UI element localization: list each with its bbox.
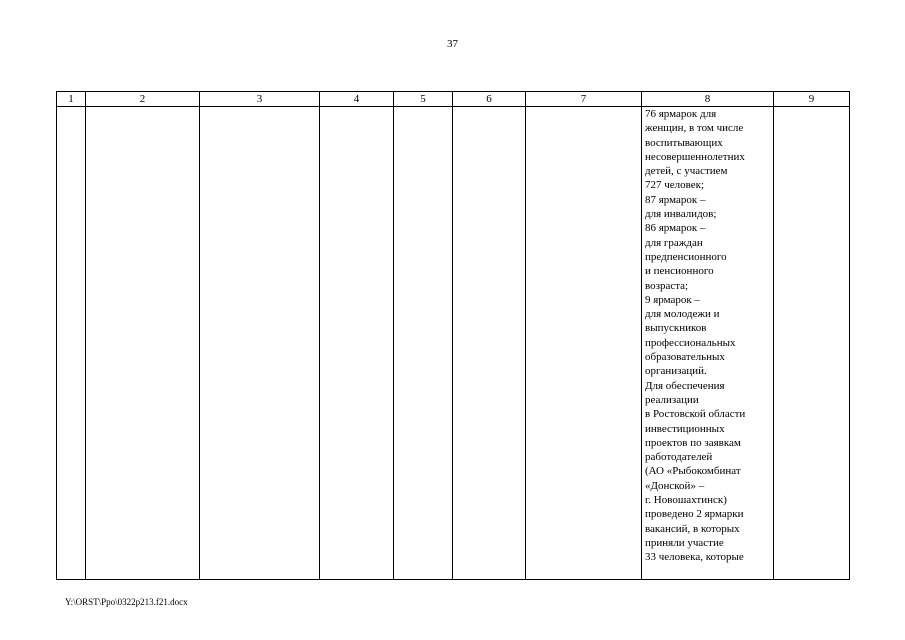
table-cell-col8 <box>642 107 774 580</box>
column-header-6: 6 <box>453 92 526 107</box>
column-header-2: 2 <box>86 92 200 107</box>
page-number: 37 <box>447 38 458 50</box>
table-cell-col9 <box>774 107 850 580</box>
document-table <box>56 91 850 580</box>
table-cell-col7 <box>526 107 642 580</box>
cell-text: 76 ярмарок для женщин, в том числе воспитывающих несовершеннолетних детей, с участием 727 человек; 87 ярмарок – для инвалидов; 86 ярмарок – для граждан предпенсионного и пенсионного возраста; 9 ярмарок – для молодежи и выпускников профессиональных образовательных организаций. Для обеспечения реализации в Ростовской области инвестиционных проектов по заявкам работодателей (АО «Рыбокомбинат «Донской» – г. Новошахтинск) проведено 2 ярмарки вакансий, в которых приняли участие 33 человека, которые <box>645 108 746 564</box>
table-cell-col3 <box>200 107 320 580</box>
table-header-row <box>57 92 850 107</box>
table-cell-col4 <box>320 107 394 580</box>
table-row <box>57 107 850 580</box>
column-header-9: 9 <box>774 92 850 107</box>
column-header-5: 5 <box>394 92 453 107</box>
column-header-3: 3 <box>200 92 320 107</box>
table-cell-col5 <box>394 107 453 580</box>
column-header-1: 1 <box>57 92 86 107</box>
column-header-4: 4 <box>320 92 394 107</box>
footer-file-path: Y:\ORST\Ppo\0322p213.f21.docx <box>65 597 188 607</box>
column-header-8: 8 <box>642 92 774 107</box>
table-cell-col6 <box>453 107 526 580</box>
table-cell-col2 <box>86 107 200 580</box>
column-header-7: 7 <box>526 92 642 107</box>
table-cell-col1 <box>57 107 86 580</box>
